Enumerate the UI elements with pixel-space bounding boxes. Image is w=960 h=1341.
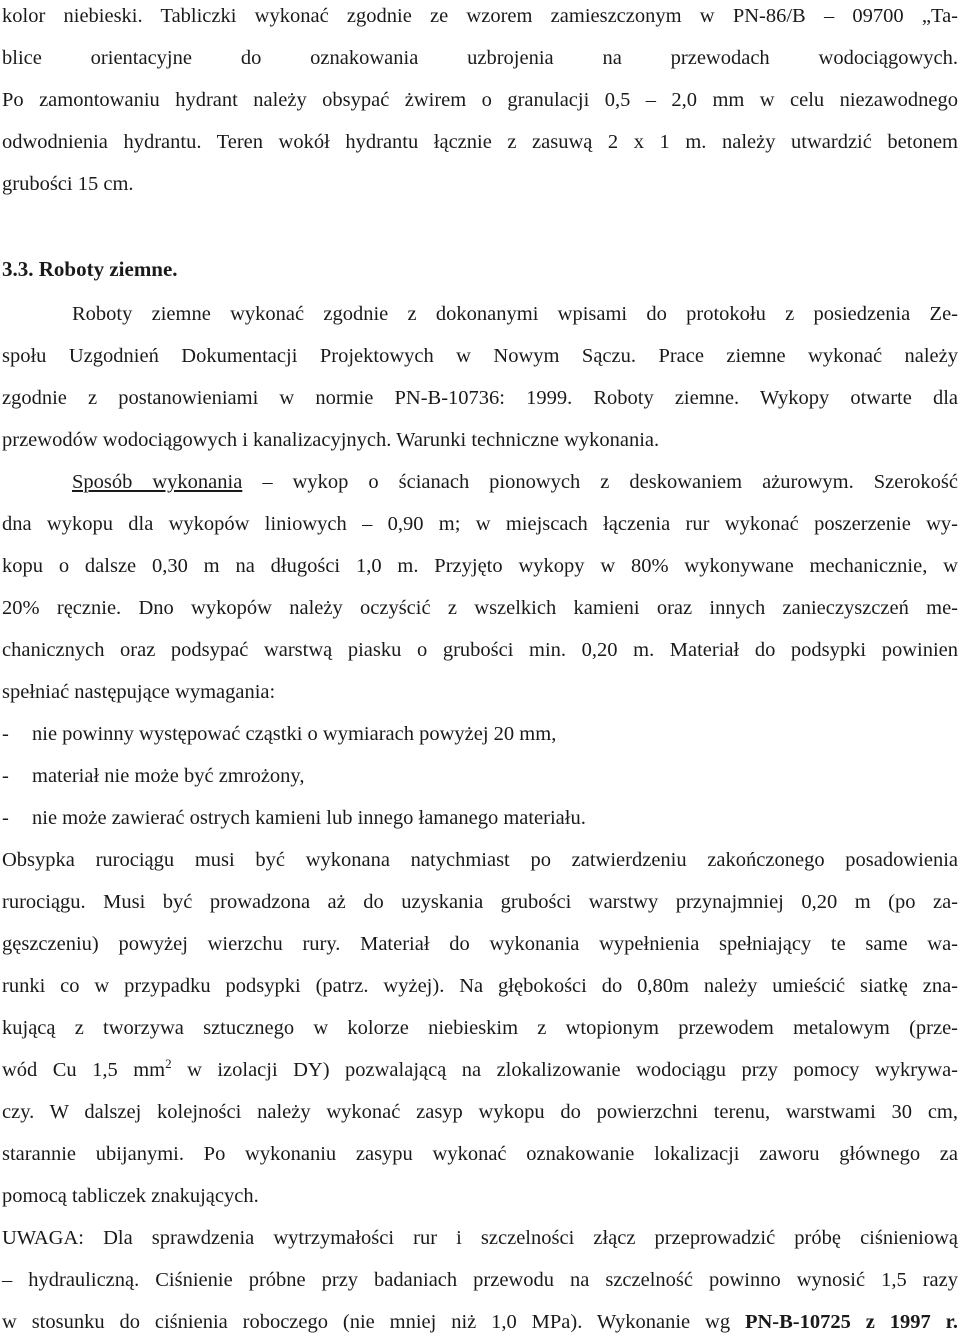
section-line-6: dna wykopu dla wykopów liniowych – 0,90 m; w miejscach łączenia rur wykonać poszerzenie wy- xyxy=(2,513,958,535)
method-text: – wykop o ścianach pionowych z deskowaniem ażurowym. Szerokość xyxy=(242,471,958,493)
backfill-line-8: starannie ubijanymi. Po wykonaniu zasypu wykonać oznakowanie lokalizacji zaworu głównego za xyxy=(2,1143,958,1165)
section-line-1: Roboty ziemne wykonać zgodnie z dokonanymi wpisami do protokołu z posiedzenia Ze- xyxy=(72,303,958,325)
backfill-line-6 xyxy=(2,1057,958,1083)
intro-line-4: odwodnienia hydrantu. Teren wokół hydrantu łącznie z zasuwą 2 x 1 m. należy utwardzić betonem xyxy=(2,131,958,153)
backfill-line-9: pomocą tabliczek znakujących. xyxy=(2,1185,259,1207)
section-line-3: zgodnie z postanowieniami w normie PN-B-10736: 1999. Roboty ziemne. Wykopy otwarte dla xyxy=(2,387,958,409)
intro-line-2: blice orientacyjne do oznakowania uzbrojenia na przewodach wodociągowych. xyxy=(2,47,958,69)
wire-spec-rest: w izolacji DY) pozwalającą na zlokalizowanie wodociągu przy pomocy wykrywa- xyxy=(171,1059,958,1081)
section-line-8: 20% ręcznie. Dno wykopów należy oczyścić z wszelkich kamieni oraz innych zanieczyszczeń me- xyxy=(2,597,958,619)
section-line-10: spełniać następujące wymagania: xyxy=(2,681,276,703)
backfill-line-7: czy. W dalszej kolejności należy wykonać zasyp wykopu do powierzchni terenu, warstwami 30 cm, xyxy=(2,1101,958,1123)
note-text: w stosunku do ciśnienia roboczego (nie mniej niż 1,0 MPa). Wykonanie wg xyxy=(2,1311,745,1333)
backfill-line-2: rurociągu. Musi być prowadzona aż do uzyskania grubości warstwy przynajmniej 0,20 m (po za- xyxy=(2,891,958,913)
list-item-text: nie może zawierać ostrych kamieni lub innego łamanego materiału. xyxy=(32,807,586,829)
section-heading: 3.3. Roboty ziemne. xyxy=(2,257,178,281)
method-label: Sposób wykonania xyxy=(72,471,243,493)
list-dash: - xyxy=(2,723,9,745)
note-line-2: – hydrauliczną. Ciśnienie próbne przy badaniach przewodu na szczelność powinno wynosić 1,5 razy xyxy=(2,1269,958,1291)
list-item-text: materiał nie może być zmrożony, xyxy=(32,765,305,787)
list-item xyxy=(2,721,958,747)
note-line-3 xyxy=(2,1309,958,1335)
backfill-line-1: Obsypka rurociągu musi być wykonana natychmiast po zatwierdzeniu zakończonego posadowienia xyxy=(2,849,958,871)
superscript: 2 xyxy=(165,1056,172,1072)
intro-line-5: grubości 15 cm. xyxy=(2,173,134,195)
standard-reference: PN-B-10725 z 1997 r. xyxy=(744,1311,958,1333)
list-item-text: nie powinny występować cząstki o wymiarach powyżej 20 mm, xyxy=(32,723,557,745)
list-dash: - xyxy=(2,807,9,829)
list-item xyxy=(2,763,958,789)
section-line-5 xyxy=(72,469,958,495)
wire-spec: wód Cu 1,5 mm xyxy=(2,1059,166,1081)
section-line-2: społu Uzgodnień Dokumentacji Projektowych w Nowym Sączu. Prace ziemne wykonać należy xyxy=(2,345,958,367)
backfill-line-3: gęszczeniu) powyżej wierzchu rury. Materiał do wykonania wypełnienia spełniający te same wa- xyxy=(2,933,958,955)
section-line-7: kopu o dalsze 0,30 m na długości 1,0 m. Przyjęto wykopy w 80% wykonywane mechanicznie, w xyxy=(2,555,958,577)
intro-line-1: kolor niebieski. Tabliczki wykonać zgodnie ze wzorem zamieszczonym w PN-86/B – 09700 „Ta- xyxy=(2,5,958,27)
section-line-4: przewodów wodociągowych i kanalizacyjnych. Warunki techniczne wykonania. xyxy=(2,429,660,451)
list-item xyxy=(2,805,958,831)
note-line-1: UWAGA: Dla sprawdzenia wytrzymałości rur i szczelności złącz przeprowadzić próbę ciśnieniową xyxy=(2,1227,958,1249)
intro-line-3: Po zamontowaniu hydrant należy obsypać żwirem o granulacji 0,5 – 2,0 mm w celu niezawodnego xyxy=(2,89,958,111)
list-dash: - xyxy=(2,765,9,787)
backfill-line-5: kującą z tworzywa sztucznego w kolorze niebieskim z wtopionym przewodem metalowym (prze- xyxy=(2,1017,958,1039)
section-line-9: chanicznych oraz podsypać warstwą piasku o grubości min. 0,20 m. Materiał do podsypki powinien xyxy=(2,639,958,661)
backfill-line-4: runki co w przypadku podsypki (patrz. wyżej). Na głębokości do 0,80m należy umieścić siatkę zna- xyxy=(2,975,958,997)
